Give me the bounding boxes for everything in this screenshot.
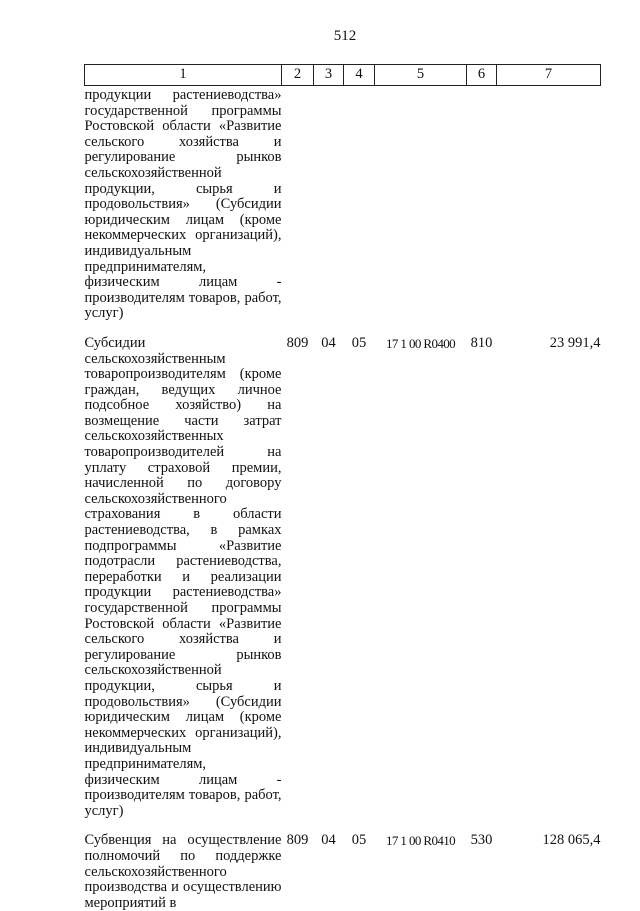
row-section: 04 <box>321 832 336 849</box>
row-section: 04 <box>321 334 336 351</box>
row-description: Субвенция на осуществление полномочий по поддержке сельскохозяйственного производства и осуществлению мероприятий в <box>84 832 282 911</box>
row-target: 17 1 00 R0410 <box>385 833 456 849</box>
row-section <box>314 86 344 322</box>
row-subsection: 05 <box>351 334 367 351</box>
row-description: продукции растениеводства» государственной программы Ростовской области «Развитие сельского хозяйства и регулирование рынков сельскохозяйственной продукции, сырья и продовольствия» (Субсидии юридическим лицам (кроме некоммерческих организаций), индивидуальным предпринимателям, физическим лицам - производителям товаров, работ, услуг) <box>84 87 282 322</box>
row-description: Субсидии сельскохозяйственным товаропроизводителям (кроме граждан, ведущих личное подсобное хозяйство) на возмещение части затрат сельскохозяйственных товаропроизводителей на уплату страховой премии, начисленной по договору сельскохозяйственного страхования в области растениеводства, в рамках подпрограммы «Развитие подотрасли растениеводства, переработки и реализации продукции растениеводства» государственной программы Ростовской области «Развитие сельского хозяйства и регулирование рынков сельскохозяйственной продукции, сырья и продовольствия» (Субсидии юридическим лицам (кроме некоммерческих организаций), индивидуальным предпринимателям, физическим лицам - производителям товаров, работ, услуг) <box>84 334 282 819</box>
row-ministry: 809 <box>286 334 309 351</box>
header-col-target: 5 <box>375 65 467 86</box>
header-col-section: 3 <box>314 65 344 86</box>
row-subsection: 05 <box>351 832 367 849</box>
table-row <box>85 819 601 911</box>
row-ministry: 809 <box>286 832 309 849</box>
header-col-description: 1 <box>85 65 282 86</box>
row-expense-type: 530 <box>470 832 493 849</box>
header-col-expense-type: 6 <box>467 65 497 86</box>
table-row <box>85 86 601 322</box>
row-amount: 23 991,4 <box>549 334 601 351</box>
budget-table <box>84 64 601 911</box>
header-col-subsection: 4 <box>344 65 375 86</box>
table-row <box>85 322 601 819</box>
row-amount <box>497 86 601 322</box>
header-col-ministry: 2 <box>282 65 314 86</box>
header-row <box>85 65 601 86</box>
row-expense-type <box>467 86 497 322</box>
page-number: 512 <box>333 28 357 44</box>
row-expense-type: 810 <box>470 334 493 351</box>
row-subsection <box>344 86 375 322</box>
row-target <box>375 86 467 322</box>
header-col-amount: 7 <box>497 65 601 86</box>
row-amount: 128 065,4 <box>542 832 601 849</box>
row-ministry <box>282 86 314 322</box>
row-target: 17 1 00 R0400 <box>385 335 456 351</box>
